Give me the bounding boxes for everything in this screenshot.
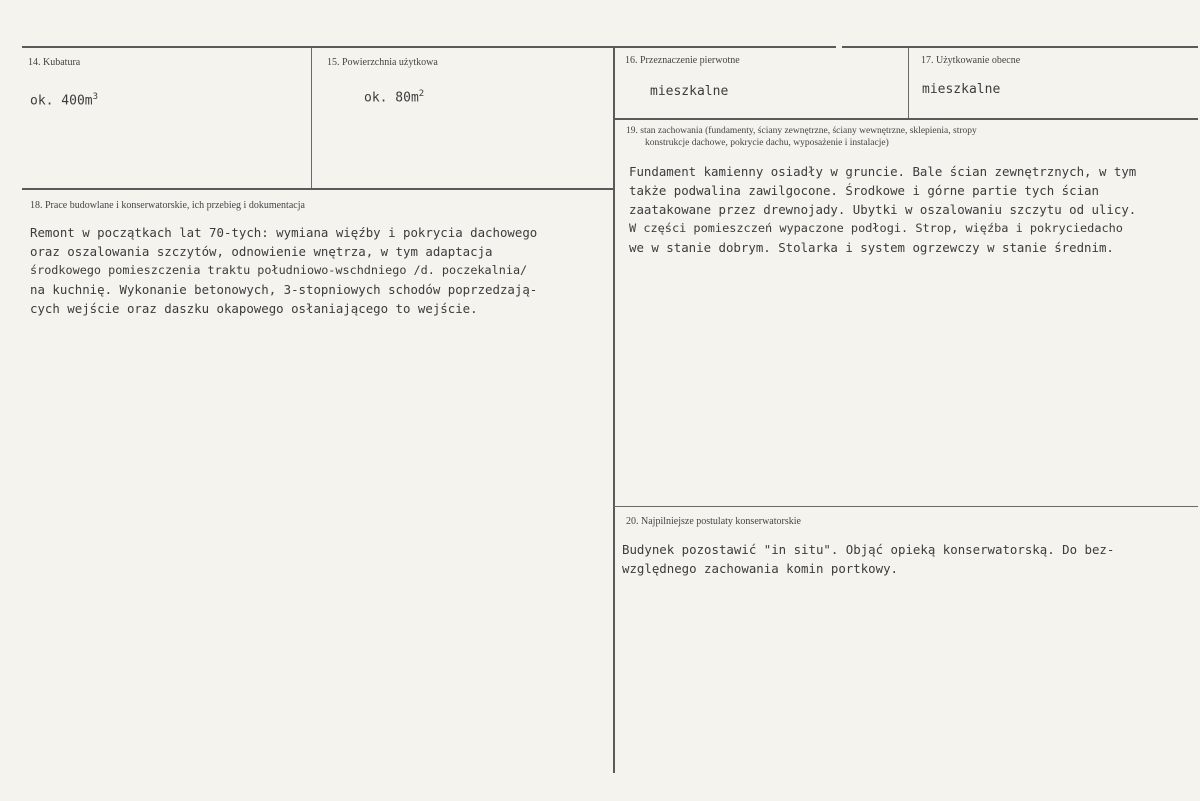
field-14-label: 14. Kubatura xyxy=(28,57,81,68)
field-19-line: Fundament kamienny osiadły w gruncie. Bale ścian zewnętrznych, w tym xyxy=(629,164,1137,179)
field-15-label: 15. Powierzchnia użytkowa xyxy=(327,57,438,68)
field-17-value: mieszkalne xyxy=(922,82,1001,97)
field-18-line: oraz oszalowania szczytów, odnowienie wnętrza, w tym adaptacja xyxy=(30,244,493,259)
field-18-line: na kuchnię. Wykonanie betonowych, 3-stopniowych schodów poprzedzają- xyxy=(30,282,538,297)
field-18-line: środkowego pomieszczenia traktu południowo-wschdniego /d. poczekalnia/ xyxy=(30,263,528,277)
field-19-line: W części pomieszczeń wypaczone podłogi. Strop, więźba i pokryciedacho xyxy=(629,221,1123,235)
field-15-value xyxy=(364,89,424,105)
field-20-line: względnego zachowania komin portkowy. xyxy=(622,561,899,576)
field-19-label-line1: 19. stan zachowania (fundamenty, ściany zewnętrzne, ściany wewnętrzne, sklepienia, stropy xyxy=(626,126,977,136)
field-16-label: 16. Przeznaczenie pierwotne xyxy=(625,55,740,66)
divider-center xyxy=(613,48,615,773)
top-border xyxy=(22,46,836,48)
field-18-line: Remont w początkach lat 70-tych: wymiana więźby i pokrycia dachowego xyxy=(30,225,538,240)
field-16-value: mieszkalne xyxy=(650,84,729,99)
field-15-exponent: 2 xyxy=(418,89,425,99)
divider-row-15-18 xyxy=(22,188,613,190)
field-18-line: cych wejście oraz daszku okapowego osłaniającego to wejście. xyxy=(30,301,478,316)
field-19-line: zaatakowane przez drewnojady. Ubytki w oszalowaniu szczytu od ulicy. xyxy=(629,202,1137,217)
divider-14-15 xyxy=(311,48,312,188)
field-14-exponent: 3 xyxy=(92,92,99,102)
field-14-number: ok. 400m xyxy=(30,93,93,109)
divider-16-17 xyxy=(908,48,909,118)
field-18-label: 18. Prace budowlane i konserwatorskie, ich przebieg i dokumentacja xyxy=(30,200,305,211)
field-15-number: ok. 80m xyxy=(364,90,419,106)
divider-row-17-19 xyxy=(614,118,1198,120)
field-14-value xyxy=(30,92,98,108)
top-border-right xyxy=(842,46,1198,48)
field-19-line: we w stanie dobrym. Stolarka i system ogrzewczy w stanie średnim. xyxy=(629,240,1114,255)
divider-row-19-20 xyxy=(614,506,1198,507)
field-17-label: 17. Użytkowanie obecne xyxy=(921,55,1021,66)
field-20-label: 20. Najpilniejsze postulaty konserwatorskie xyxy=(626,516,801,527)
field-19-line: także podwalina zawilgocone. Środkowe i górne partie tych ścian xyxy=(629,183,1099,198)
field-19-label-line2: konstrukcje dachowe, pokrycie dachu, wyposażenie i instalacje) xyxy=(645,138,889,148)
field-20-line: Budynek pozostawić "in situ". Objąć opieką konserwatorską. Do bez- xyxy=(622,542,1115,557)
